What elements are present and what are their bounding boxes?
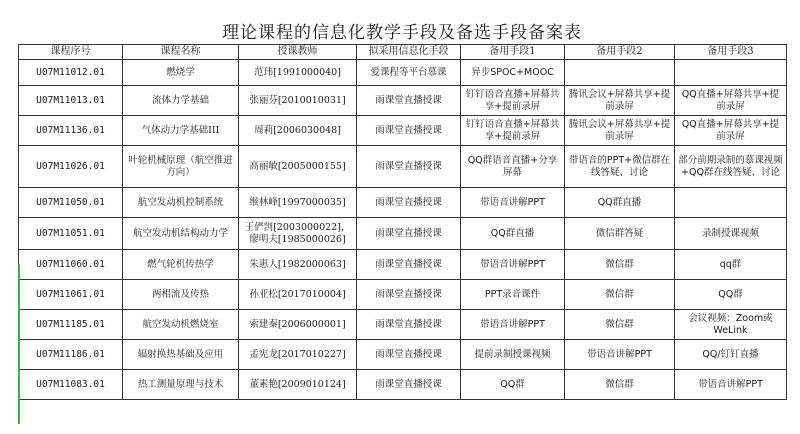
cell-backup-2: 微信群: [565, 280, 675, 310]
cell-course-name: 燃气轮机传热学: [123, 250, 239, 280]
cell-backup-2: 微信群: [565, 250, 675, 280]
course-table: [18, 44, 787, 400]
cell-primary-method: 雨课堂直播授课: [357, 280, 461, 310]
cell-primary-method: 雨课堂直播授课: [357, 146, 461, 188]
cell-teacher: 王俨剀[2003000022]，廖明夫[1985000026]: [239, 218, 357, 250]
cell-primary-method: 雨课堂直播授课: [357, 340, 461, 370]
table-row: [19, 146, 787, 188]
cell-teacher: 孙亚松[2017010004]: [239, 280, 357, 310]
cell-backup-2: QQ群直播: [565, 188, 675, 218]
cell-course-code: U07M11012.01: [19, 60, 123, 86]
cell-backup-1: PPT录音课件: [461, 280, 565, 310]
cell-backup-1: 钉钉语音直播+屏幕共享+提前录屏: [461, 116, 565, 146]
cell-backup-2: [565, 60, 675, 86]
cell-backup-1: 异步SPOC+MOOC: [461, 60, 565, 86]
cell-course-code: U07M11060.01: [19, 250, 123, 280]
cell-course-name: 航空发动机控制系统: [123, 188, 239, 218]
cell-backup-1: 带语音讲解PPT: [461, 188, 565, 218]
cell-backup-1: QQ群直播: [461, 218, 565, 250]
cell-backup-3: qq群: [675, 250, 787, 280]
cell-primary-method: 雨课堂直播授课: [357, 218, 461, 250]
cell-backup-2: 腾讯会议+屏幕共享+提前录屏: [565, 86, 675, 116]
cell-primary-method: 雨课堂直播授课: [357, 116, 461, 146]
cell-primary-method: 雨课堂直播授课: [357, 188, 461, 218]
cell-course-code: U07M11186.01: [19, 340, 123, 370]
header-course-name: 课程名称: [123, 45, 239, 60]
header-backup-1: 备用手段1: [461, 45, 565, 60]
cell-course-code: U07M11013.01: [19, 86, 123, 116]
cell-backup-2: 带语音的PPT+微信群在线答疑、讨论: [565, 146, 675, 188]
cell-course-name: 流体力学基础: [123, 86, 239, 116]
cell-backup-1: 带语音讲解PPT: [461, 250, 565, 280]
cell-course-name: 两相流及传热: [123, 280, 239, 310]
cell-primary-method: 雨课堂直播授课: [357, 250, 461, 280]
table-row: [19, 340, 787, 370]
cell-teacher: 孟宪龙[2017010227]: [239, 340, 357, 370]
header-backup-2: 备用手段2: [565, 45, 675, 60]
cell-backup-2: 微信群答疑: [565, 218, 675, 250]
cell-backup-1: QQ群: [461, 370, 565, 400]
form-sheet: [18, 14, 786, 418]
table-row: [19, 86, 787, 116]
cell-backup-2: 带语音讲解PPT: [565, 340, 675, 370]
table-row: [19, 280, 787, 310]
cell-backup-3: [675, 188, 787, 218]
cell-course-name: 燃烧学: [123, 60, 239, 86]
cell-backup-3: QQ群: [675, 280, 787, 310]
cell-teacher: 朱惠人[1982000063]: [239, 250, 357, 280]
cell-backup-3: QQ直播+屏幕共享+提前录屏: [675, 116, 787, 146]
header-course-code: 课程序号: [19, 45, 123, 60]
table-row: [19, 218, 787, 250]
cell-backup-1: QQ群语音直播+分享屏幕: [461, 146, 565, 188]
header-row: [19, 45, 787, 60]
cell-backup-1: 钉钉语音直播+屏幕共享+提前录屏: [461, 86, 565, 116]
header-teacher: 授课教师: [239, 45, 357, 60]
cell-course-name: 气体动力学基础III: [123, 116, 239, 146]
cell-backup-3: 带语音讲解PPT: [675, 370, 787, 400]
cell-course-code: U07M11026.01: [19, 146, 123, 188]
cell-backup-3: 部分前期录制的慕课视频+QQ群在线答疑、讨论: [675, 146, 787, 188]
cell-backup-1: 带语音讲解PPT: [461, 310, 565, 340]
cell-teacher: 周莉[2006030048]: [239, 116, 357, 146]
table-row: [19, 60, 787, 86]
cell-course-name: 辐射换热基础及应用: [123, 340, 239, 370]
cell-backup-1: 提前录制授课视频: [461, 340, 565, 370]
cell-backup-3: 会议视频：Zoom或WeLink: [675, 310, 787, 340]
cell-backup-3: 录制授课视频: [675, 218, 787, 250]
cell-teacher: 董素艳[2009010124]: [239, 370, 357, 400]
header-primary-method: 拟采用信息化手段: [357, 45, 461, 60]
table-row: [19, 310, 787, 340]
cell-primary-method: 雨课堂直播授课: [357, 370, 461, 400]
cell-course-name: 航空发动机燃烧室: [123, 310, 239, 340]
cell-course-name: 航空发动机结构动力学: [123, 218, 239, 250]
cell-teacher: 缑林峰[1997000035]: [239, 188, 357, 218]
table-row: [19, 116, 787, 146]
cell-teacher: 索建秦[2006000001]: [239, 310, 357, 340]
table-row: [19, 188, 787, 218]
cell-primary-method: 雨课堂直播授课: [357, 310, 461, 340]
cell-course-code: U07M11061.01: [19, 280, 123, 310]
cell-backup-3: QQ/钉钉直播: [675, 340, 787, 370]
selection-edge-marker: [18, 264, 20, 424]
cell-course-code: U07M11050.01: [19, 188, 123, 218]
cell-course-name: 叶轮机械原理（航空推进方向）: [123, 146, 239, 188]
cell-backup-2: 微信群: [565, 370, 675, 400]
cell-course-code: U07M11051.01: [19, 218, 123, 250]
cell-teacher: 范玮[1991000040]: [239, 60, 357, 86]
cell-primary-method: 爱课程等平台慕课: [357, 60, 461, 86]
cell-primary-method: 雨课堂直播授课: [357, 86, 461, 116]
table-row: [19, 250, 787, 280]
cell-backup-3: QQ直播+屏幕共享+提前录屏: [675, 86, 787, 116]
cell-course-code: U07M11185.01: [19, 310, 123, 340]
page-title: 理论课程的信息化教学手段及备选手段备案表: [222, 23, 582, 43]
cell-backup-2: 腾讯会议+屏幕共享+提前录屏: [565, 116, 675, 146]
cell-teacher: 张丽芬[2010010031]: [239, 86, 357, 116]
table-row: [19, 370, 787, 400]
cell-teacher: 高丽敏[2005000155]: [239, 146, 357, 188]
cell-course-code: U07M11083.01: [19, 370, 123, 400]
cell-course-code: U07M11136.01: [19, 116, 123, 146]
header-backup-3: 备用手段3: [675, 45, 787, 60]
cell-backup-3: [675, 60, 787, 86]
cell-backup-2: 微信群: [565, 310, 675, 340]
cell-course-name: 热工测量原理与技术: [123, 370, 239, 400]
